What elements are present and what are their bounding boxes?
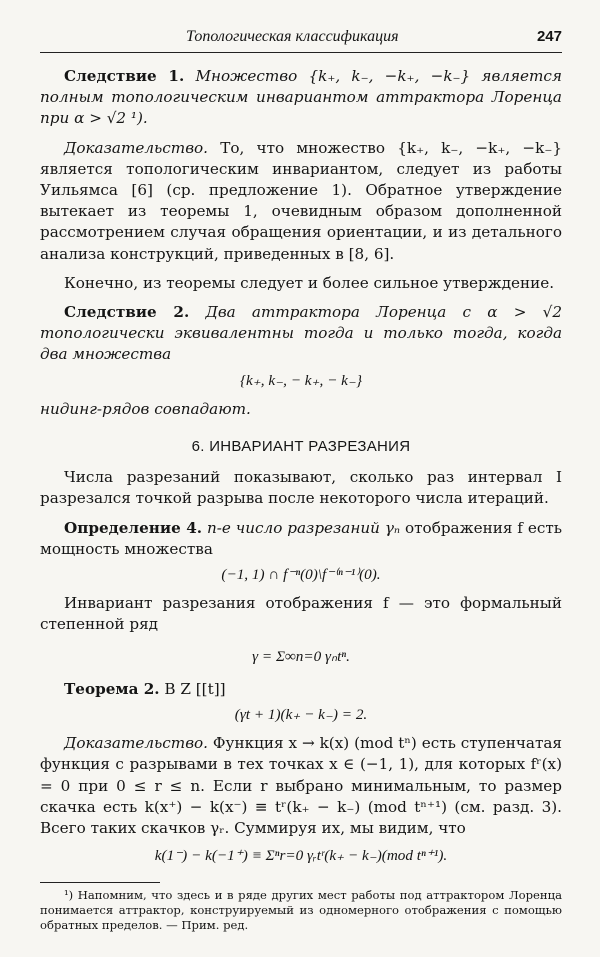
header-title: Топологическая классификация: [186, 28, 399, 45]
definition-4: [40, 518, 562, 560]
proof-2-formula: k(1⁻) − k(−1⁺) ≡ Σⁿr=0 γᵣtʳ(k₊ − k₋)(mod tⁿ⁺¹).: [154, 847, 448, 865]
corollary-2-label: Следствие 2.: [64, 303, 190, 322]
definition-4-text: отображения f есть мощность множества: [40, 518, 563, 558]
proof-1-text: То, что множество {k₊, k₋, −k₊, −k₋} является топологическим инвариантом, следует из работы Уильямса [6] (ср. предложение 1). Обратное утверждение вытекает из теоремы 1, очевидным образом дополненной рассмотрением случая обращения ориентации, и из детального анализа конструкций, приведенных в [8, 6].: [40, 138, 562, 263]
corollary-1: [40, 66, 562, 130]
theorem-2: [40, 679, 562, 700]
invariant-formula: γ = Σ∞n=0 γₙtⁿ.: [252, 647, 350, 665]
corollary-2-tail: нидинг-рядов совпадают.: [40, 399, 251, 418]
proof-2: [40, 733, 562, 839]
corollary-2-text: Два аттрактора Лоренца с α > √2 топологически эквивалентны тогда и только тогда, когда два множества: [40, 303, 562, 364]
definition-4-formula: (−1, 1) ∩ f⁻ⁿ(0)\f⁻⁽ⁿ⁻¹⁾(0).: [221, 566, 381, 584]
definition-4-label: Определение 4.: [64, 518, 203, 537]
corollary-1-label: Следствие 1.: [64, 67, 185, 85]
proof-1: [40, 138, 562, 265]
invariant-paragraph: Инвариант разрезания отображения f — это формальный степенной ряд: [40, 594, 562, 634]
proof-2-label: Доказательство.: [64, 734, 208, 753]
remark: Конечно, из теоремы следует и более сильное утверждение.: [64, 273, 555, 292]
theorem-2-text: В Z [[t]]: [164, 679, 226, 698]
theorem-2-formula: (γt + 1)(k₊ − k₋) = 2.: [234, 706, 368, 724]
theorem-2-label: Теорема 2.: [64, 679, 160, 698]
footnote-rule: [40, 882, 160, 883]
corollary-2-formula: {k₊, k₋, − k₊, − k₋}: [239, 371, 363, 389]
running-header: [40, 28, 562, 53]
corollary-1-text: Множество {k₊, k₋, −k₊, −k₋} является полным топологическим инвариантом аттрактора Лоренца при α > √2 ¹).: [40, 67, 562, 128]
section-heading: 6. ИНВАРИАНТ РАЗРЕЗАНИЯ: [191, 438, 411, 456]
definition-4-italic: n-е число разрезаний γₙ: [206, 518, 401, 537]
corollary-2: [40, 302, 562, 366]
proof-2-text: Функция x → k(x) (mod tⁿ) есть ступенчатая функция с разрывами в тех точках x ∈ (−1, 1), для которых fʳ(x) = 0 при 0 ≤ r ≤ n. Если r выбрано минимальным, то размер скачка есть k(x⁺) − k(x⁻) ≡ tʳ(k₊ − k₋) (mod tⁿ⁺¹) (см. разд. 3). Всего таких скачков γᵣ. Суммируя их, мы видим, что: [40, 734, 563, 838]
page-number: 247: [536, 28, 562, 45]
page-body: [40, 66, 562, 875]
intro-paragraph: Числа разрезаний показывают, сколько раз интервал I разрезался точкой разрыва после некоторого числа итераций.: [40, 468, 562, 508]
footnote: ¹) Напомним, что здесь и в ряде других мест работы под аттрактором Лоренца понимается аттрактор, конструируемый из одномерного отображения с помощью обратных пределов. — Прим. ред.: [40, 888, 562, 932]
proof-1-label: Доказательство.: [64, 138, 208, 157]
